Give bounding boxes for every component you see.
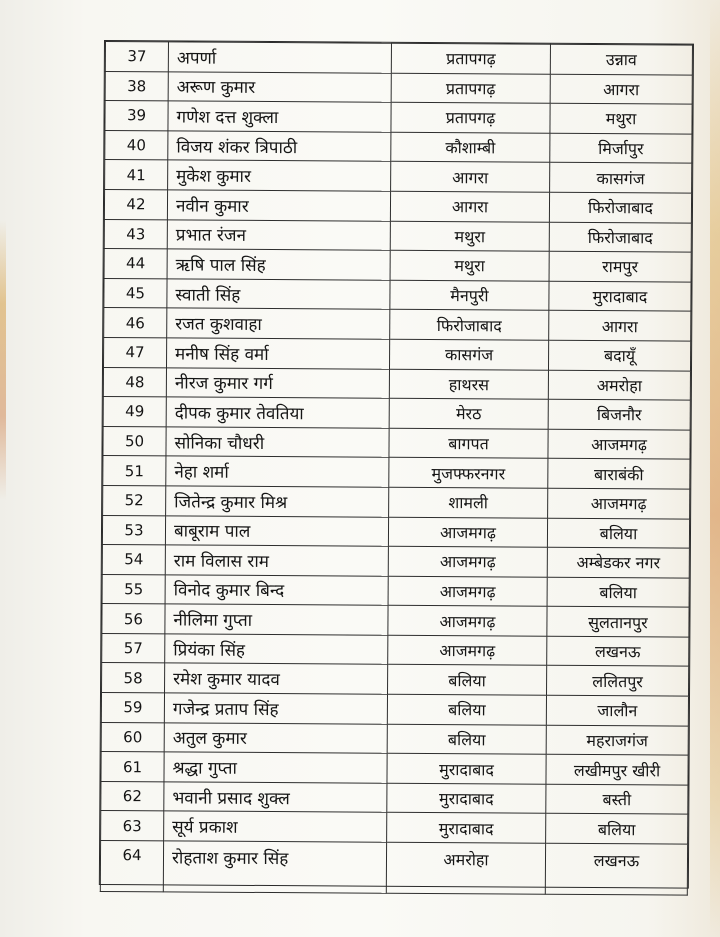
serial-number-cell: 61 (101, 752, 164, 782)
transfer-table-grid (100, 41, 693, 896)
serial-number-cell: 43 (104, 219, 167, 249)
from-district-cell: मथुरा (390, 221, 549, 252)
table-body (100, 42, 692, 896)
background-edge-right (710, 0, 720, 937)
officer-name-cell: अतुल कुमार (164, 723, 387, 754)
serial-number-cell: 64 (100, 841, 163, 892)
table-row (103, 456, 690, 489)
to-district-cell: बदायूँ (548, 340, 690, 370)
serial-number-cell: 39 (105, 101, 168, 131)
serial-number-cell: 40 (105, 130, 168, 160)
officer-name-cell: विजय शंकर त्रिपाठी (168, 131, 391, 162)
from-district-cell: बागपत (389, 428, 548, 459)
to-district-cell: फिरोजाबाद (549, 222, 691, 252)
serial-number-cell: 60 (101, 722, 164, 752)
table-row (105, 42, 692, 75)
to-district-cell: अम्बेडकर नगर (547, 547, 689, 577)
from-district-cell: आगरा (391, 162, 550, 193)
from-district-cell: बलिया (388, 665, 547, 696)
from-district-cell: मेरठ (389, 398, 548, 429)
from-district-cell: मुरादाबाद (387, 753, 546, 784)
from-district-cell: फिरोजाबाद (390, 310, 549, 341)
from-district-cell: शामली (389, 487, 548, 518)
table-row (105, 101, 692, 134)
to-district-cell: फिरोजाबाद (549, 192, 691, 222)
officer-name-cell: रमेश कुमार यादव (165, 663, 388, 694)
from-district-cell: मथुरा (390, 250, 549, 281)
from-district-cell: मुजफ्फरनगर (389, 458, 548, 489)
from-district-cell: आजमगढ़ (388, 635, 547, 666)
to-district-cell: सुलतानपुर (547, 606, 689, 636)
serial-number-cell: 50 (103, 426, 166, 456)
officer-name-cell: नीलिमा गुप्ता (165, 604, 388, 635)
to-district-cell: आजमगढ़ (548, 488, 690, 518)
table-row (103, 426, 690, 459)
to-district-cell: आगरा (550, 74, 692, 104)
officer-name-cell: गजेन्द्र प्रताप सिंह (164, 693, 387, 724)
to-district-cell: लखीमपुर खीरी (546, 754, 688, 784)
to-district-cell: बाराबंकी (548, 459, 690, 489)
from-district-cell: मैनपुरी (390, 280, 549, 311)
from-district-cell: प्रतापगढ़ (391, 102, 550, 133)
table-row (103, 397, 690, 430)
officer-name-cell: ऋषि पाल सिंह (167, 249, 390, 280)
serial-number-cell: 58 (102, 663, 165, 693)
officer-name-cell: गणेश दत्त शुक्ला (168, 101, 391, 132)
table-row (104, 308, 691, 341)
from-district-cell: कासगंज (389, 339, 548, 370)
to-district-cell: बलिया (546, 814, 688, 844)
serial-number-cell: 37 (105, 42, 168, 72)
to-district-cell: लखनऊ (545, 843, 687, 895)
officer-name-cell: विनोद कुमार बिन्द (165, 575, 388, 606)
serial-number-cell: 54 (102, 545, 165, 575)
from-district-cell: अमरोहा (386, 842, 545, 894)
officer-name-cell: मुकेश कुमार (168, 160, 391, 191)
officer-name-cell: रोहताश कुमार सिंह (163, 841, 386, 893)
from-district-cell: बलिया (387, 694, 546, 725)
to-district-cell: मथुरा (550, 103, 692, 133)
to-district-cell: बिजनौर (548, 399, 690, 429)
to-district-cell: आगरा (549, 311, 691, 341)
officer-name-cell: रजत कुशवाहा (167, 308, 390, 339)
serial-number-cell: 45 (104, 278, 167, 308)
to-district-cell: बलिया (547, 577, 689, 607)
from-district-cell: बलिया (387, 724, 546, 755)
serial-number-cell: 44 (104, 249, 167, 279)
to-district-cell: रामपुर (549, 251, 691, 281)
to-district-cell: आजमगढ़ (548, 429, 690, 459)
to-district-cell: उन्नाव (550, 44, 692, 74)
from-district-cell: कौशाम्बी (391, 132, 550, 163)
officer-name-cell: प्रियंका सिंह (165, 634, 388, 665)
to-district-cell: मिर्जापुर (550, 133, 692, 163)
officer-name-cell: बाबूराम पाल (165, 515, 388, 546)
to-district-cell: बस्ती (546, 784, 688, 814)
table-row (104, 337, 691, 370)
serial-number-cell: 49 (103, 397, 166, 427)
officer-name-cell: राम विलास राम (165, 545, 388, 576)
table-row (105, 130, 692, 163)
from-district-cell: मुरादाबाद (387, 783, 546, 814)
table-row (104, 189, 691, 222)
table-row (104, 219, 691, 252)
serial-number-cell: 51 (103, 456, 166, 486)
serial-number-cell: 55 (102, 574, 165, 604)
to-district-cell: लखनऊ (547, 636, 689, 666)
serial-number-cell: 41 (105, 160, 168, 190)
table-row (101, 752, 688, 785)
table-row (104, 249, 691, 282)
table-row (105, 160, 692, 193)
officer-name-cell: स्वाती सिंह (167, 279, 390, 310)
officer-name-cell: सूर्य प्रकाश (164, 811, 387, 842)
officer-name-cell: सोनिका चौधरी (166, 427, 389, 458)
serial-number-cell: 42 (104, 189, 167, 219)
to-district-cell: बलिया (547, 518, 689, 548)
to-district-cell: मुरादाबाद (549, 281, 691, 311)
officer-name-cell: नेहा शर्मा (166, 456, 389, 487)
to-district-cell: अमरोहा (548, 370, 690, 400)
transfer-table (99, 40, 694, 889)
serial-number-cell: 59 (101, 693, 164, 723)
table-row (102, 545, 689, 578)
table-row (101, 722, 688, 755)
table-row (103, 485, 690, 518)
table-row (100, 841, 687, 896)
table-row (104, 278, 691, 311)
serial-number-cell: 56 (102, 604, 165, 634)
serial-number-cell: 62 (101, 781, 164, 811)
serial-number-cell: 53 (102, 515, 165, 545)
to-district-cell: महराजगंज (546, 725, 688, 755)
officer-name-cell: नीरज कुमार गर्ग (166, 367, 389, 398)
officer-name-cell: जितेन्द्र कुमार मिश्र (166, 486, 389, 517)
table-row (101, 781, 688, 814)
table-row (101, 693, 688, 726)
serial-number-cell: 52 (103, 485, 166, 515)
officer-name-cell: प्रभात रंजन (167, 219, 390, 250)
serial-number-cell: 46 (104, 308, 167, 338)
to-district-cell: कासगंज (550, 163, 692, 193)
serial-number-cell: 38 (105, 71, 168, 101)
officer-name-cell: दीपक कुमार तेवतिया (166, 397, 389, 428)
from-district-cell: आजमगढ़ (388, 576, 547, 607)
serial-number-cell: 63 (101, 811, 164, 841)
table-row (102, 574, 689, 607)
from-district-cell: आजमगढ़ (388, 606, 547, 637)
table-row (102, 633, 689, 666)
from-district-cell: आजमगढ़ (388, 517, 547, 548)
table-row (102, 515, 689, 548)
officer-name-cell: भवानी प्रसाद शुक्ल (164, 782, 387, 813)
from-district-cell: आजमगढ़ (388, 546, 547, 577)
officer-name-cell: श्रद्धा गुप्ता (164, 752, 387, 783)
serial-number-cell: 47 (104, 337, 167, 367)
to-district-cell: जालौन (546, 695, 688, 725)
from-district-cell: प्रतापगढ़ (391, 73, 550, 104)
table-row (101, 811, 688, 844)
officer-name-cell: अपर्णा (168, 42, 391, 73)
to-district-cell: ललितपुर (547, 666, 689, 696)
table-row (102, 604, 689, 637)
officer-name-cell: मनीष सिंह वर्मा (167, 338, 390, 369)
serial-number-cell: 57 (102, 633, 165, 663)
serial-number-cell: 48 (103, 367, 166, 397)
table-row (103, 367, 690, 400)
from-district-cell: प्रतापगढ़ (391, 43, 550, 74)
from-district-cell: हाथरस (389, 369, 548, 400)
from-district-cell: आगरा (390, 191, 549, 222)
background-edge-left (0, 220, 6, 500)
from-district-cell: मुरादाबाद (387, 813, 546, 844)
officer-name-cell: अरूण कुमार (168, 71, 391, 102)
officer-name-cell: नवीन कुमार (167, 190, 390, 221)
table-row (105, 71, 692, 104)
table-row (102, 663, 689, 696)
